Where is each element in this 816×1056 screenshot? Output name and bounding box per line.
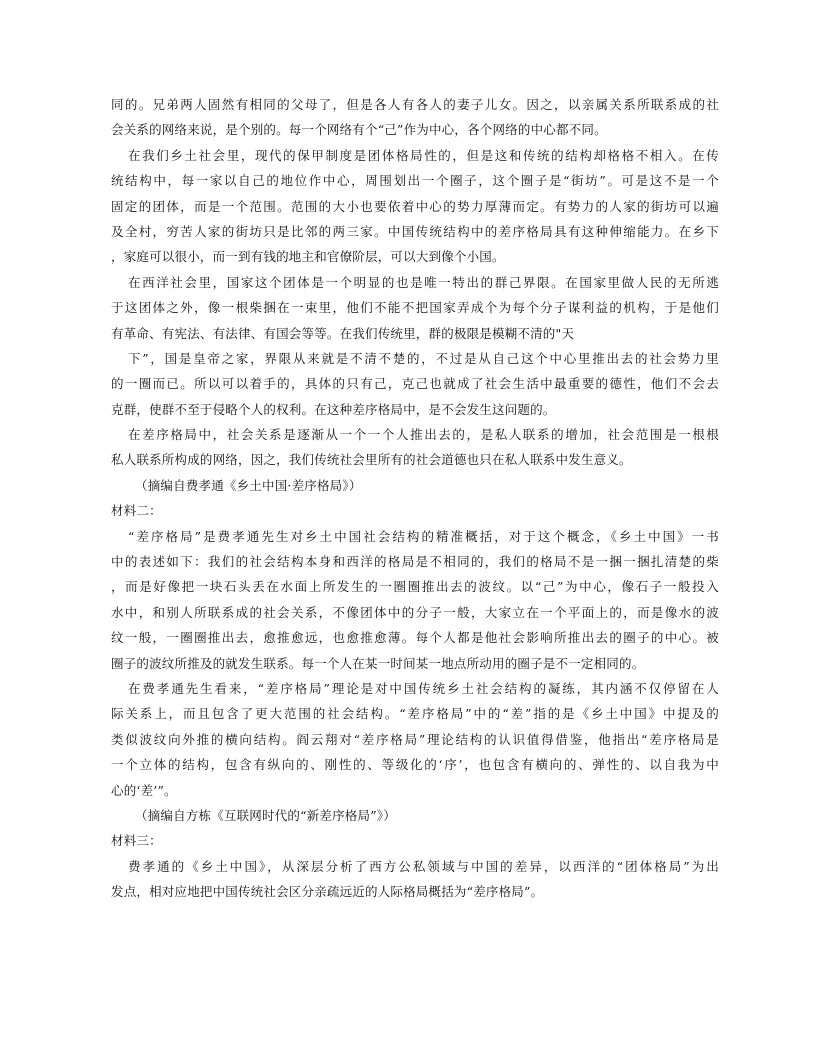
text-line: 类似波纹向外推的横向结构。阎云翔对“差序格局”理论结构的认识值得借鉴，他指出“差序格局是 (111, 731, 719, 747)
text-line: 中的表述如下：我们的社会结构本身和西洋的格局是不相同的，我们的格局不是一捆一捆扎清楚的柴 (111, 554, 719, 570)
text-line: 于这团体之外，像一根柴捆在一束里，他们不能不把国家弄成个为每个分子谋利益的机构，于是他们 (111, 300, 719, 316)
text-line: 固定的团体，而是一个范围。范围的大小也要依着中心的势力厚薄而定。有势力的人家的街坊可以遍 (111, 198, 719, 214)
text-line: 一个立体的结构，包含有纵向的、刚性的、等级化的‘序’，也包含有横向的、弹性的、以自我为中 (111, 757, 719, 773)
paragraph-start-line: 费孝通的《乡土中国》，从深层分析了西方公私领域与中国的差异，以西洋的“团体格局”为出 (128, 858, 719, 874)
text-line: 会关系的网络来说，是个别的。每一个网络有个“己”作为中心，各个网络的中心都不同。 (111, 122, 607, 138)
text-line: 及全村，穷苦人家的街坊只是比邻的两三家。中国传统结构中的差序格局具有这种伸缩能力。在乡下 (111, 223, 719, 239)
text-line: 水中，和别人所联系成的社会关系，不像团体中的分子一般，大家立在一个平面上的，而是像水的波 (111, 604, 719, 620)
paragraph-start-line: 下”，国是皇帝之家，界限从来就是不清不楚的，不过是从自己这个中心里推出去的社会势力里 (128, 350, 719, 366)
text-line: 纹一般，一圈圈推出去，愈推愈远，也愈推愈薄。每个人都是他社会影响所推出去的圈子的中心。被 (111, 630, 719, 646)
text-line: 统结构中，每一家以自己的地位作中心，周围划出一个圈子，这个圈子是“街坊”。可是这不是一个 (111, 173, 719, 189)
text-line: 圈子的波纹所推及的就发生联系。每一个人在某一时间某一地点所动用的圈子是不一定相同的。 (111, 655, 645, 671)
text-line: 的一圈而已。所以可以着手的，具体的只有己，克己也就成了社会生活中最重要的德性，他们不会去 (111, 376, 719, 392)
text-line: 发点，相对应地把中国传统社会区分亲疏远近的人际格局概括为“差序格局”。 (111, 884, 544, 900)
paragraph-start-line: 在我们乡土社会里，现代的保甲制度是团体格局性的，但是这和传统的结构却格格不相入。在传 (128, 147, 719, 163)
text-line: ，家庭可以很小，而一到有钱的地主和官僚阶层，可以大到像个小国。 (111, 249, 505, 265)
text-line: 心的‘差’”。 (111, 782, 177, 798)
source-citation: （摘编自费孝通《乡土中国·差序格局》） (135, 477, 362, 493)
document-page (111, 92, 719, 905)
paragraph-start-line: 在西洋社会里，国家这个团体是一个明显的也是唯一特出的群己界限。在国家里做人民的无所逃 (128, 274, 719, 290)
paragraph-start-line: 在差序格局中，社会关系是逐渐从一个一个人推出去的，是私人联系的增加，社会范围是一根根 (128, 427, 719, 443)
paragraph-start-line: “差序格局”是费孝通先生对乡土中国社会结构的精准概括，对于这个概念，《乡土中国》一书 (128, 528, 719, 544)
text-line: 际关系上，而且包含了更大范围的社会结构。“差序格局”中的“差”指的是《乡土中国》中提及的 (111, 706, 719, 722)
text-line: ，而是好像把一块石头丢在水面上所发生的一圈圈推出去的波纹。以“己”为中心，像石子一般投入 (111, 579, 719, 595)
section-heading: 材料二： (111, 503, 162, 519)
text-line: 克群，使群不至于侵略个人的权利。在这种差序格局中，是不会发生这问题的。 (111, 401, 556, 417)
text-line: 私人联系所构成的网络，因之，我们传统社会里所有的社会道德也只在私人联系中发生意义。 (111, 452, 632, 468)
paragraph-start-line: 在费孝通先生看来，“差序格局”理论是对中国传统乡土社会结构的凝练，其内涵不仅停留在人 (128, 680, 719, 696)
text-line: 同的。兄弟两人固然有相同的父母了，但是各人有各人的妻子儿女。因之，以亲属关系所联系成的社 (111, 97, 719, 112)
source-citation: （摘编自方栋《互联网时代的“新差序格局”》） (135, 807, 396, 823)
text-line: 有革命、有宪法、有法律、有国会等等。在我们传统里，群的极限是模糊不清的"天 (111, 325, 575, 341)
section-heading: 材料三： (111, 833, 162, 849)
